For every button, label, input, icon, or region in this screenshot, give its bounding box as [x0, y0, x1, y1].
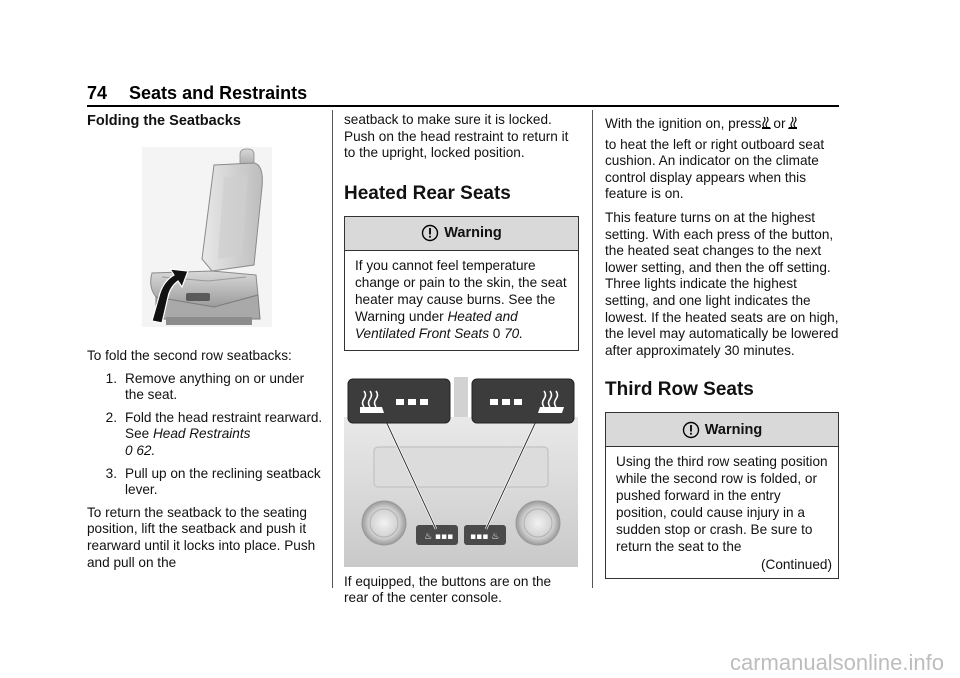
step-number: 1.: [105, 370, 117, 386]
heated-seat-left-icon: [761, 116, 773, 130]
folding-seatbacks-heading: Folding the Seatbacks: [87, 113, 241, 129]
third-row-seats-heading: Third Row Seats: [605, 379, 754, 401]
watermark-text: carmanualsonline.info: [729, 650, 944, 675]
heated-rear-seats-heading: Heated Rear Seats: [344, 182, 511, 204]
or-word: or: [773, 116, 786, 131]
warning-box: [344, 216, 579, 351]
page-ref[interactable]: 70: [504, 325, 520, 341]
column-3: [605, 116, 841, 579]
warning-text: Using the third row seating position while the second row is folded, or pushed forward in the entry position, could cause injury in a sudden stop or crash. Be sure to return the seat to the: [616, 454, 828, 555]
heated-seat-right-icon: [786, 116, 798, 130]
warning-icon: [682, 421, 700, 439]
step-1: [87, 371, 323, 404]
warning-header: [606, 413, 838, 447]
seat-folding-illustration: [142, 147, 272, 327]
buttons-location-caption: If equipped, the buttons are on the rear of the center console.: [344, 573, 552, 606]
column-2: [344, 112, 579, 607]
return-seatback-text: To return the seatback to the seating position, lift the seatback and push it rearward until it locks into place. Push and pull on the: [87, 504, 316, 570]
column-divider-1: [332, 110, 333, 588]
column-1: [87, 112, 323, 571]
heat-instructions-text: [605, 116, 841, 203]
page-ref-arrow: 0: [125, 442, 133, 458]
page-ref-period: .: [519, 325, 524, 341]
step-text-part: Fold the head restraint rearward. See: [125, 409, 323, 442]
step-text: Pull up on the reclining seatback lever.: [125, 465, 321, 498]
page-ref-arrow: 0: [492, 325, 501, 341]
section-title: Seats and Restraints: [129, 83, 308, 103]
warning-title: Warning: [704, 421, 763, 438]
svg-text:♨ ▪▪▪: ♨ ▪▪▪: [424, 531, 454, 542]
page-ref-period: .: [151, 442, 156, 458]
svg-text:▪▪▪ ♨: ▪▪▪ ♨: [470, 531, 500, 542]
page-number: 74: [87, 83, 108, 103]
fold-intro-text: To fold the second row seatbacks:: [87, 348, 292, 363]
rear-console-illustration: [344, 377, 578, 567]
step-text: [125, 410, 323, 460]
heated-front-seats-link[interactable]: Heated and Ventilated Front Seats: [355, 308, 518, 341]
warning-text: If you cannot feel temperature change or pain to the skin, the seat heater may cause burns. See the Warning under: [355, 257, 567, 324]
heat-instructions-part: With the ignition on, press: [605, 116, 762, 131]
step-text: Remove anything on or under the seat.: [125, 370, 305, 403]
warning-header: [345, 217, 578, 251]
column-divider-2: [592, 110, 593, 588]
continued-label: (Continued): [760, 557, 832, 573]
warning-box: [605, 412, 839, 579]
watermark: [0, 648, 960, 678]
warning-body: [345, 251, 578, 350]
step-number: 2.: [105, 409, 117, 425]
heat-instructions-part: to heat the left or right outboard seat cushion. An indicator on the climate control display appears when this feature is on.: [605, 136, 825, 202]
warning-body: [606, 447, 838, 557]
warning-icon: [421, 224, 439, 242]
page-ref[interactable]: 62: [136, 442, 152, 458]
continued-text: seatback to make sure it is locked. Push on the head restraint to return it to the upright, locked position.: [344, 112, 569, 161]
heat-setting-text: This feature turns on at the highest setting. With each press of the button, the heated seat changes to the next lower setting, and then the off setting. Three lights indicate the highest setting, and one light indicates the lowest. If the heated seats are on high, the level may automatically be lowered after approximately 30 minutes.: [605, 209, 839, 358]
page-header: [87, 82, 307, 104]
head-restraints-link[interactable]: Head Restraints: [152, 426, 251, 442]
warning-title: Warning: [444, 224, 502, 241]
step-2: [87, 410, 323, 460]
step-number: 3.: [105, 465, 117, 481]
step-3: [87, 466, 323, 499]
header-rule: [87, 105, 839, 107]
